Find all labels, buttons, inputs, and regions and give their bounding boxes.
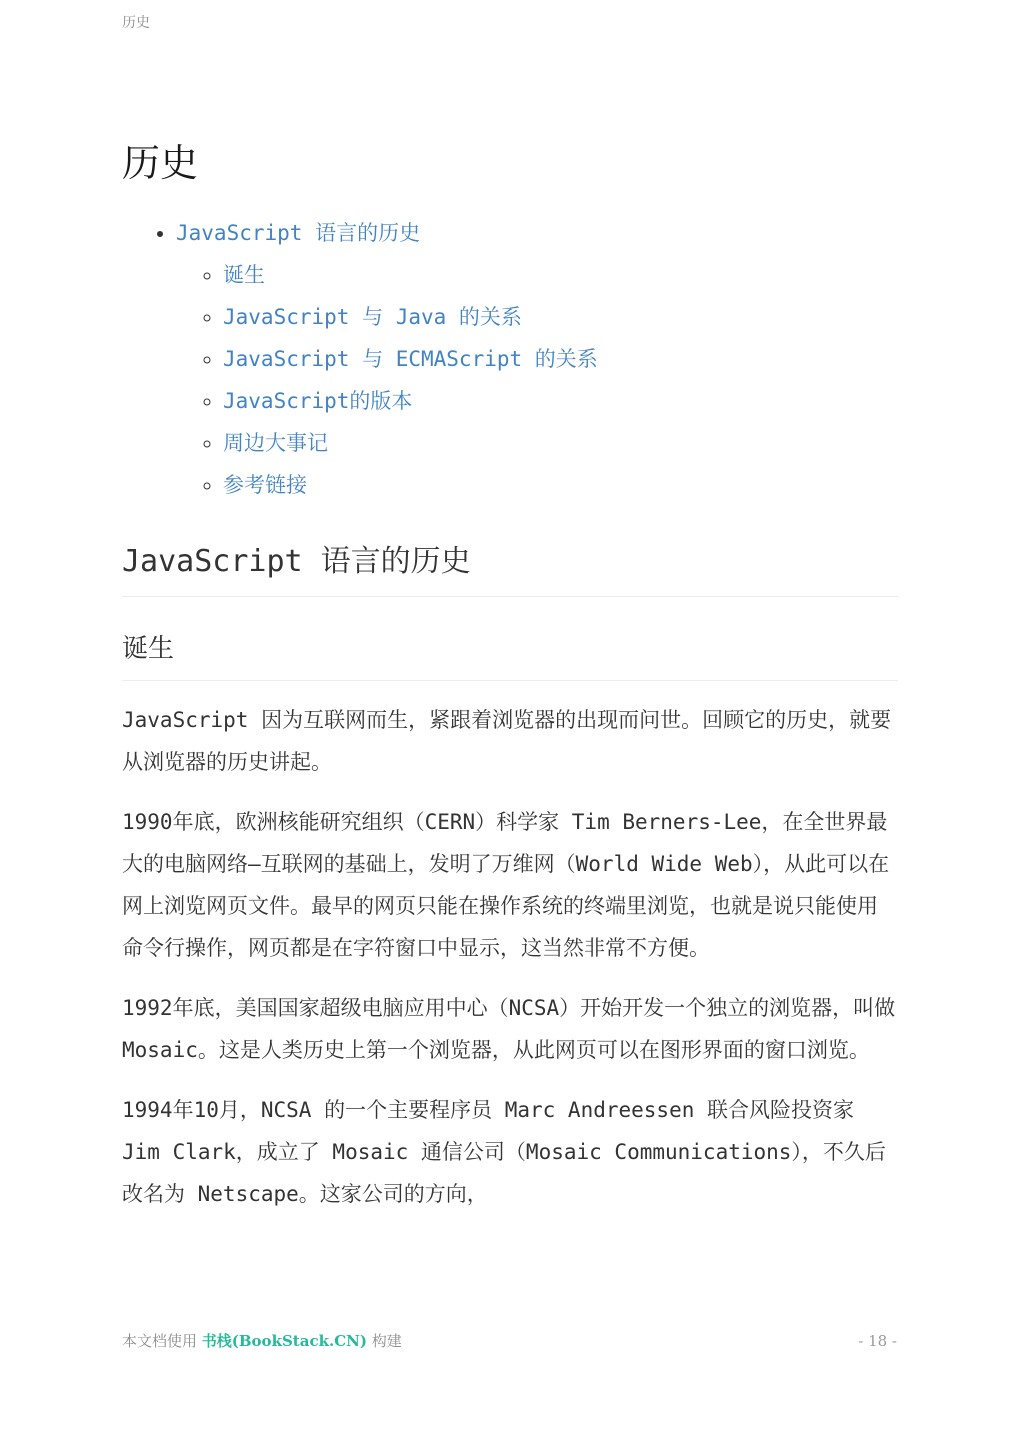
toc-item-history: [176, 212, 898, 506]
paragraph-intro: JavaScript 因为互联网而生，紧跟着浏览器的出现而问世。回顾它的历史，就要从浏览器的历史讲起。: [122, 708, 892, 774]
toc-link-birth[interactable]: 诞生: [223, 263, 265, 287]
paragraph-1990: 1990年底，欧洲核能研究组织（CERN）科学家 Tim Berners-Lee，在全世界最大的电脑网络—互联网的基础上，发明了万维网（World Wide Web），从此可以在网上浏览网页文件。最早的网页只能在操作系统的终端里浏览，也就是说只能使用命令行操作，网页都是在字符窗口中显示，这当然非常不方便。: [122, 810, 890, 960]
toc-subitem-ecmascript-relation: [223, 338, 898, 380]
page-content: [122, 0, 898, 1215]
toc-subitem-birth: [223, 254, 898, 296]
toc-link-references[interactable]: 参考链接: [223, 473, 307, 497]
footer-credit: [122, 1330, 402, 1351]
running-header: 历史: [122, 15, 150, 31]
footer-credit-prefix: 本文档使用: [122, 1332, 202, 1350]
page-title: 历史: [122, 141, 199, 185]
toc-link-java-relation[interactable]: JavaScript 与 Java 的关系: [223, 305, 522, 329]
toc-link-timeline[interactable]: 周边大事记: [223, 431, 328, 455]
paragraph-1992: 1992年底，美国国家超级电脑应用中心（NCSA）开始开发一个独立的浏览器，叫做 Mosaic。这是人类历史上第一个浏览器，从此网页可以在图形界面的窗口浏览。: [122, 996, 896, 1062]
toc-link-ecmascript-relation[interactable]: JavaScript 与 ECMAScript 的关系: [223, 347, 598, 371]
section-heading-birth: 诞生: [122, 633, 898, 681]
toc-link-javascript-history[interactable]: JavaScript 语言的历史: [176, 221, 421, 245]
bookstack-link[interactable]: 书栈(BookStack.CN): [201, 1332, 367, 1350]
toc-subitem-versions: [223, 380, 898, 422]
toc-subitem-timeline: [223, 422, 898, 464]
page-number: - 18 -: [858, 1332, 897, 1350]
section-heading-javascript-history: JavaScript 语言的历史: [122, 544, 898, 597]
page-footer: [122, 1330, 897, 1351]
toc-sublist: [176, 254, 898, 506]
toc-link-versions[interactable]: JavaScript的版本: [223, 389, 413, 413]
footer-credit-suffix: 构建: [366, 1332, 402, 1350]
paragraph-1994: 1994年10月，NCSA 的一个主要程序员 Marc Andreessen 联合风险投资家 Jim Clark，成立了 Mosaic 通信公司（Mosaic Communications），不久后改名为 Netscape。这家公司的方向，: [122, 1098, 886, 1206]
toc-subitem-java-relation: [223, 296, 898, 338]
toc-list: [122, 212, 898, 506]
toc-subitem-references: [223, 464, 898, 506]
